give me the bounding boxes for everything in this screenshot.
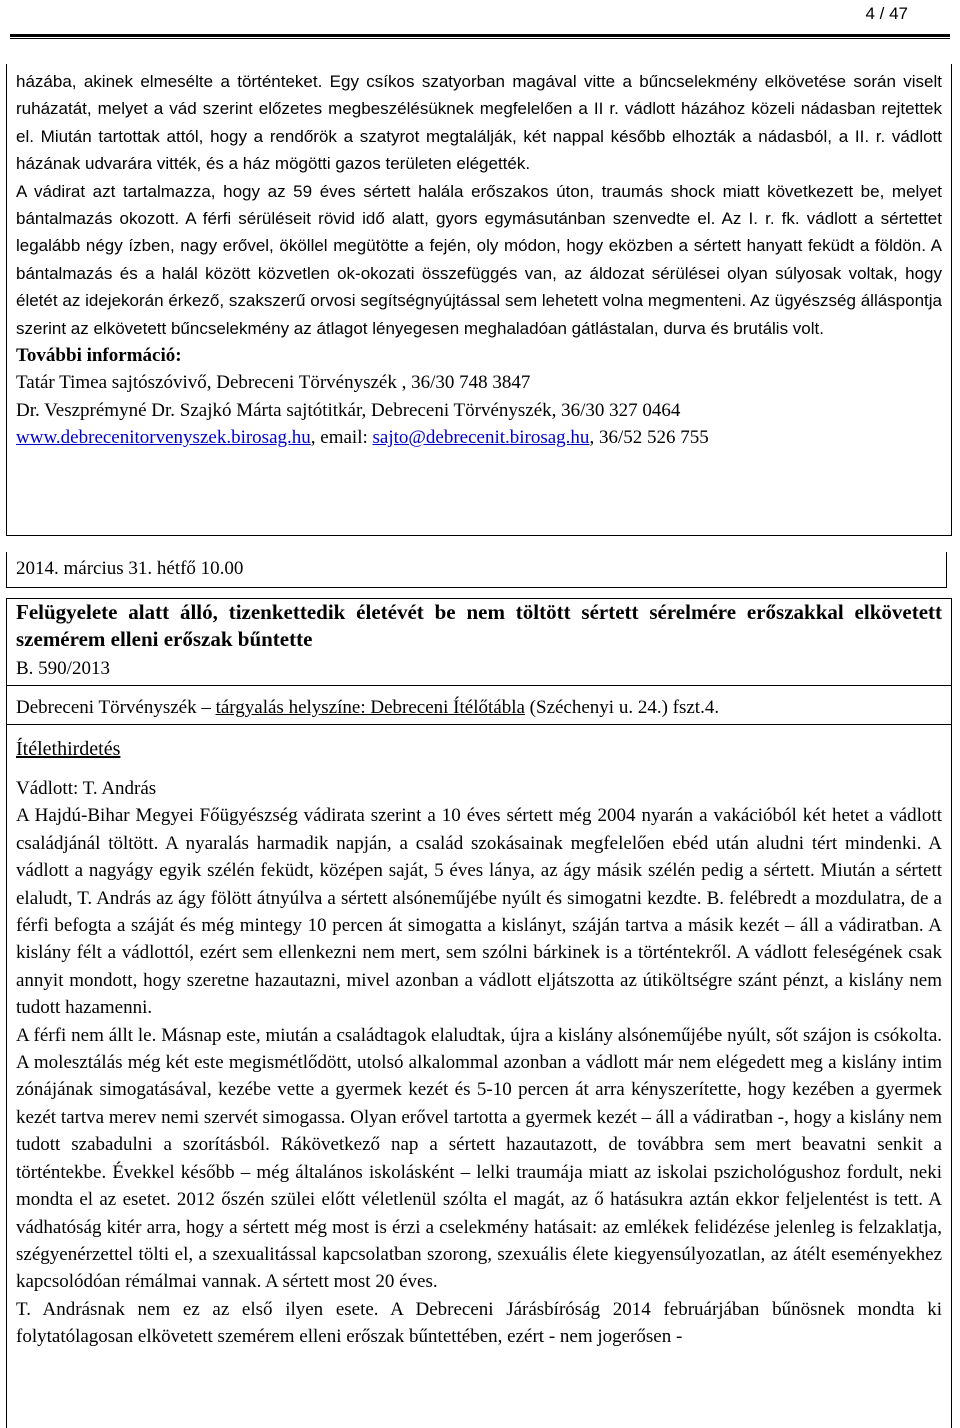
hearing-type: Ítélethirdetés bbox=[16, 738, 121, 760]
phone-suffix: , 36/52 526 755 bbox=[589, 427, 709, 449]
defendant: Vádlott: T. András bbox=[16, 778, 157, 799]
website-link[interactable]: www.debrecenitorvenyszek.birosag.hu bbox=[16, 427, 311, 449]
case-entry bbox=[6, 598, 952, 1428]
contact-spokesperson: Tatár Timea sajtószóvivő, Debreceni Törvényszék , 36/30 748 3847 bbox=[16, 372, 531, 394]
press-release-previous bbox=[6, 64, 952, 536]
page-header bbox=[0, 0, 960, 34]
venue-label: tárgyalás helyszíne: Debreceni Ítélőtábla bbox=[215, 697, 525, 718]
divider bbox=[7, 724, 951, 725]
header-rule-thin bbox=[10, 38, 950, 39]
venue-address: (Széchenyi u. 24.) fszt.4. bbox=[529, 697, 720, 718]
case-paragraph-3: T. Andrásnak nem ez az első ilyen esete. A Debreceni Járásbíróság 2014 februárjában bűnösnek mondta ki folytatólagosan elkövetett szemérem elleni erőszak bűntettében, ezért - nem jogerősen - bbox=[16, 1298, 942, 1348]
contact-links bbox=[16, 424, 942, 451]
case-paragraph-1: A Hajdú-Bihar Megyei Főügyészség vádirata szerint a 10 éves sértett még 2004 nyarán a vakációból két hetet a vádlott családjánál töltött. A nyaralás harmadik napján, a család szokásainak megfelelően ebéd után aludni tért mindenki. A vádlott a nagyágy egyik szélén feküdt, középen saját, 5 éves lánya, az ágy másik szélén pedig a sértett. Miután a sértett elaludt, T. András az ágy fölött átnyúlva a sértett alsóneműjébe nyúlt és simogatni kezdte. B. felébredt a mozdulatra, de a férfi befogta a száját és még mintegy 10 percen át simogatta a kislányt, száján tartva a másik kezét – áll a vádiratban. A kislány félt a vádlottól, ezért sem ellenkezni nem mert, sem szólni bárkinek is a történtekről. A vádlott feleségének csak annyit mondott, hogy szeretne hazautazni, mivel azonban a vádlott eljátszotta az útiköltségre szánt pénzt, a kislány nem tudott hazamenni. bbox=[16, 805, 942, 1019]
page-number: 4 / 47 bbox=[865, 4, 908, 23]
case-number: B. 590/2013 bbox=[16, 658, 110, 679]
court-name: Debreceni Törvényszék – bbox=[16, 697, 211, 718]
header-rule-thick bbox=[10, 34, 950, 37]
email-link[interactable]: sajto@debrecenit.birosag.hu bbox=[372, 427, 590, 449]
court-venue bbox=[16, 694, 942, 721]
contact-press-secretary: Dr. Veszprémyné Dr. Szajkó Márta sajtótitkár, Debreceni Törvényszék, 36/30 327 0464 bbox=[16, 399, 681, 421]
paragraph-lead: házába, akinek elmesélte a történteket. Egy csíkos szatyorban magával vitte a bűncselekmény elkövetése során viselt ruházatát, melyet a vád szerint előzetes megbeszélésüknek megfelelően a II r. vádlott házához közeli nádasban rejtettek el. Miután tartottak attól, hogy a rendőrök a szatyrot megtalálják, két nappal később elhozták a nádasból, a II. r. vádlott házának udvarára vitték, és a ház mögötti gazos területen elégették. bbox=[16, 72, 942, 174]
case-title: Felügyelete alatt álló, tizenkettedik életévét be nem töltött sértett sérelmére erőszakkal elkövetett szemérem elleni erőszak bűntette bbox=[16, 600, 942, 651]
case-body bbox=[16, 775, 942, 1351]
hearing-date: 2014. március 31. hétfő 10.00 bbox=[6, 552, 947, 588]
case-paragraph-2: A férfi nem állt le. Másnap este, miután a családtagok elaludtak, újra a kislány alsóneműjébe nyúlt, sőt szájon is csókolta. A molesztálás még két este megismétlődött, utolsó alkalommal azonban a vádlott már nem elégedett meg a kislány intim zónájának simogatásával, kezébe vette a gyermek kezét és 5-10 percen át arra kényszerítette, hogy kezében a gyermek kezét tartva merev nemi szervét simogassa. Olyan erővel tartotta a gyermek kezét – áll a vádiratban -, hogy a kislány nem tudott szabadulni a szorításból. Rákövetkező nap a sértett hazautazott, de továbbra sem mert beavatni senkit a történtekbe. Évekkel később – még általános iskolásként – lelki traumája miatt az iskolai pszichológushoz fordult, neki mondta el az esetet. 2012 őszén szülei előtt véletlenül szólta el magát, az ő hatásukra aztán ekkor feljelentést is tett. A vádhatóság kitér arra, hogy a sértett még most is érzi a cselekmény hatásait: az emlékek felidézése jelenleg is felzaklatja, szégyenérzettel tölti el, a szexualitással kapcsolatban szorong, szexuális élete kiegyensúlyozatlan, az átélt eseményekhez kapcsolódóan rémálmai vannak. A sértett most 20 éves. bbox=[16, 1024, 942, 1293]
more-info-heading: További információ: bbox=[16, 345, 182, 367]
paragraph-charges: A vádirat azt tartalmazza, hogy az 59 éves sértett halála erőszakos úton, traumás shock miatt következett be, melyet bántalmazás okozott. A férfi sérüléseit rövid idő alatt, gyors egymásutánban szenvedte el. Az I. r. fk. vádlott a sértettet legalább négy ízben, nagy erővel, ököllel megütötte a fején, oly módon, hogy eközben a sértett hanyatt feküdt a földön. A bántalmazás és a halál között közvetlen ok-okozati összefüggés van, az áldozat sérülései olyan súlyosak voltak, hogy életét az idejekorán érkező, szakszerű orvosi segítségnyújtással sem lehetett volna megmenteni. Az ügyészség álláspontja szerint az elkövetett bűncselekmény az átlagot lényegesen meghaladóan gátlástalan, durva és brutális volt. bbox=[16, 181, 942, 338]
email-prefix: , email: bbox=[310, 427, 373, 449]
divider bbox=[7, 685, 951, 686]
